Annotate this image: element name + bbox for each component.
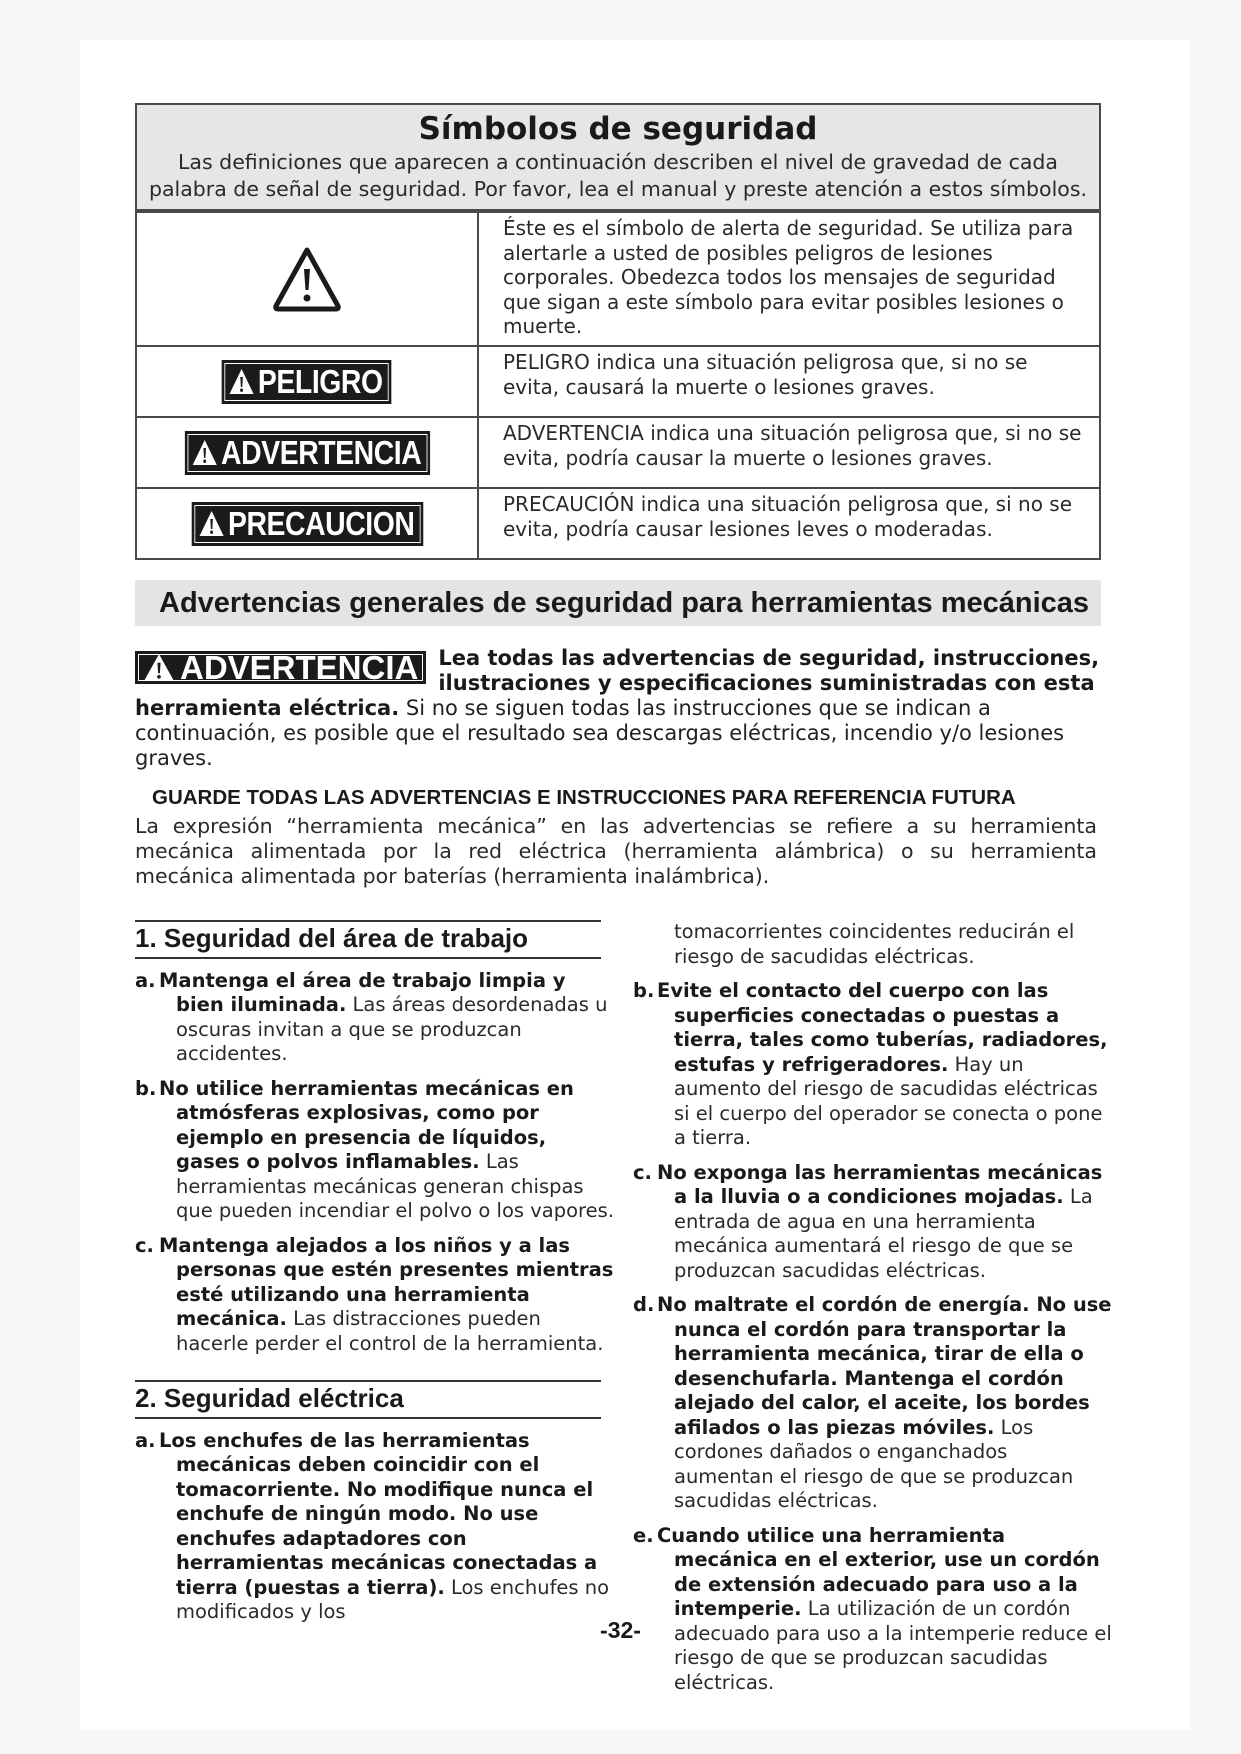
peligro-description: PELIGRO indica una situación peligrosa que, si no se evita, causará la muerte o lesiones graves. bbox=[503, 350, 1028, 399]
advertencia-signal-large bbox=[135, 651, 426, 684]
section2-heading: 2. Seguridad eléctrica bbox=[135, 1380, 601, 1419]
warning-triangle-icon bbox=[229, 368, 255, 395]
section2-item-d: d. No maltrate el cordón de energía. No use nunca el cordón para transportar la herramienta mecánica, tirar de ella o desenchufarla. Mantenga el cordón alejado del calor, el aceite, los bordes afilados o las piezas móviles. Los cordones dañados o enganchados aumentan el riesgo de que se produzcan sacudidas eléctricas. bbox=[633, 1293, 1112, 1512]
section2-item-a-continued: tomacorrientes coincidentes reducirán el riesgo de sacudidas eléctricas. bbox=[674, 920, 1075, 968]
symbol-row-alert bbox=[137, 211, 1099, 345]
left-column bbox=[135, 920, 615, 1625]
section1-item-b: b. No utilice herramientas mecánicas en atmósferas explosivas, como por ejemplo en presencia de líquidos, gases o polvos inflamables. Las herramientas mecánicas generan chispas que pueden incendiar el polvo o los vapores. bbox=[135, 1076, 614, 1222]
warning-triangle-icon bbox=[191, 439, 217, 466]
section2-item-e: e. Cuando utilice una herramienta mecánica en el exterior, use un cordón de extensión adecuado para uso a la intemperie. La utilización de un cordón adecuado para uso a la intemperie reduce el riesgo de que se produzcan sacudidas eléctricas. bbox=[633, 1523, 1112, 1694]
advertencia-large-label: ADVERTENCIA bbox=[180, 649, 419, 686]
general-intro bbox=[135, 646, 1125, 771]
symbols-desc-line1: Las definiciones que aparecen a continuación describen el nivel de gravedad de cada bbox=[178, 150, 1058, 174]
section2-item-b: b. Evite el contacto del cuerpo con las superficies conectadas o puestas a tierra, tales como tuberías, radiadores, estufas y refrigeradores. Hay un aumento del riesgo de sacudidas eléctricas si el cuerpo del operador se conecta o pone a tierra. bbox=[633, 979, 1108, 1149]
alert-description: Éste es el símbolo de alerta de seguridad. Se utiliza para alertarle a usted de posibles peligros de lesiones corporales. Obedezca todos los mensajes de seguridad que sigan a este símbolo para evitar posibles lesiones o muerte. bbox=[503, 216, 1074, 338]
precaucion-label: PRECAUCION bbox=[227, 504, 415, 542]
symbol-row-precaucion bbox=[137, 487, 1099, 558]
save-instructions-heading: GUARDE TODAS LAS ADVERTENCIAS E INSTRUCCIONES PARA REFERENCIA FUTURA bbox=[152, 786, 1016, 809]
general-warnings-banner: Advertencias generales de seguridad para herramientas mecánicas bbox=[135, 580, 1101, 626]
safety-symbols-table bbox=[135, 103, 1101, 560]
symbol-row-advertencia bbox=[137, 416, 1099, 487]
page-number: -32- bbox=[600, 1617, 641, 1643]
peligro-signal bbox=[222, 360, 391, 404]
symbols-title: Símbolos de seguridad bbox=[418, 111, 818, 147]
symbols-header bbox=[137, 105, 1099, 211]
intro-bold: Lea todas las advertencias de seguridad, instrucciones, ilustraciones y especificaciones suministradas con esta herramienta eléctrica. bbox=[135, 646, 1100, 720]
symbols-desc-line2: palabra de señal de seguridad. Por favor, lea el manual y preste atención a estos símbolos. bbox=[148, 177, 1088, 201]
intro-rest: Si no se siguen todas las instrucciones que se indican a continuación, es posible que el resultado sea descargas eléctricas, incendio y/o lesiones graves. bbox=[135, 696, 1065, 770]
expression-definition: La expresión “herramienta mecánica” en las advertencias se refiere a su herramienta mecánica alimentada por la red eléctrica (herramienta alámbrica) o su herramienta mecánica alimentada por baterías (herramienta inalámbrica). bbox=[135, 814, 1097, 888]
precaucion-signal bbox=[191, 502, 422, 546]
peligro-label: PELIGRO bbox=[258, 362, 384, 400]
advertencia-description: ADVERTENCIA indica una situación peligrosa que, si no se evita, podría causar la muerte o lesiones graves. bbox=[503, 421, 1082, 470]
right-column bbox=[633, 920, 1113, 1695]
section2-item-c: c. No exponga las herramientas mecánicas a la lluvia o a condiciones mojadas. La entrada de agua en una herramienta mecánica aumentará el riesgo de que se produzcan sacudidas eléctricas. bbox=[633, 1160, 1103, 1282]
section2-item-a: a. Los enchufes de las herramientas mecánicas deben coincidir con el tomacorriente. No modifique nunca el enchufe de ningún modo. No use enchufes adaptadores con herramientas mecánicas conectadas a tierra (puestas a tierra). Los enchufes no modificados y los bbox=[135, 1428, 610, 1623]
symbol-row-peligro bbox=[137, 345, 1099, 416]
section1-heading: 1. Seguridad del área de trabajo bbox=[135, 920, 601, 959]
section1-item-a: a. Mantenga el área de trabajo limpia y bien iluminada. Las áreas desordenadas u oscuras invitan a que se produzcan accidentes. bbox=[135, 968, 608, 1065]
safety-alert-icon bbox=[271, 245, 343, 313]
advertencia-signal bbox=[185, 431, 430, 475]
warning-triangle-icon bbox=[143, 653, 175, 682]
warning-triangle-icon bbox=[198, 510, 224, 537]
precaucion-description: PRECAUCIÓN indica una situación peligrosa que, si no se evita, podría causar lesiones leves o moderadas. bbox=[503, 492, 1073, 541]
advertencia-label: ADVERTENCIA bbox=[220, 433, 421, 471]
section1-item-c: c. Mantenga alejados a los niños y a las personas que estén presentes mientras esté utilizando una herramienta mecánica. Las distracciones pueden hacerle perder el control de la herramienta. bbox=[135, 1233, 614, 1355]
